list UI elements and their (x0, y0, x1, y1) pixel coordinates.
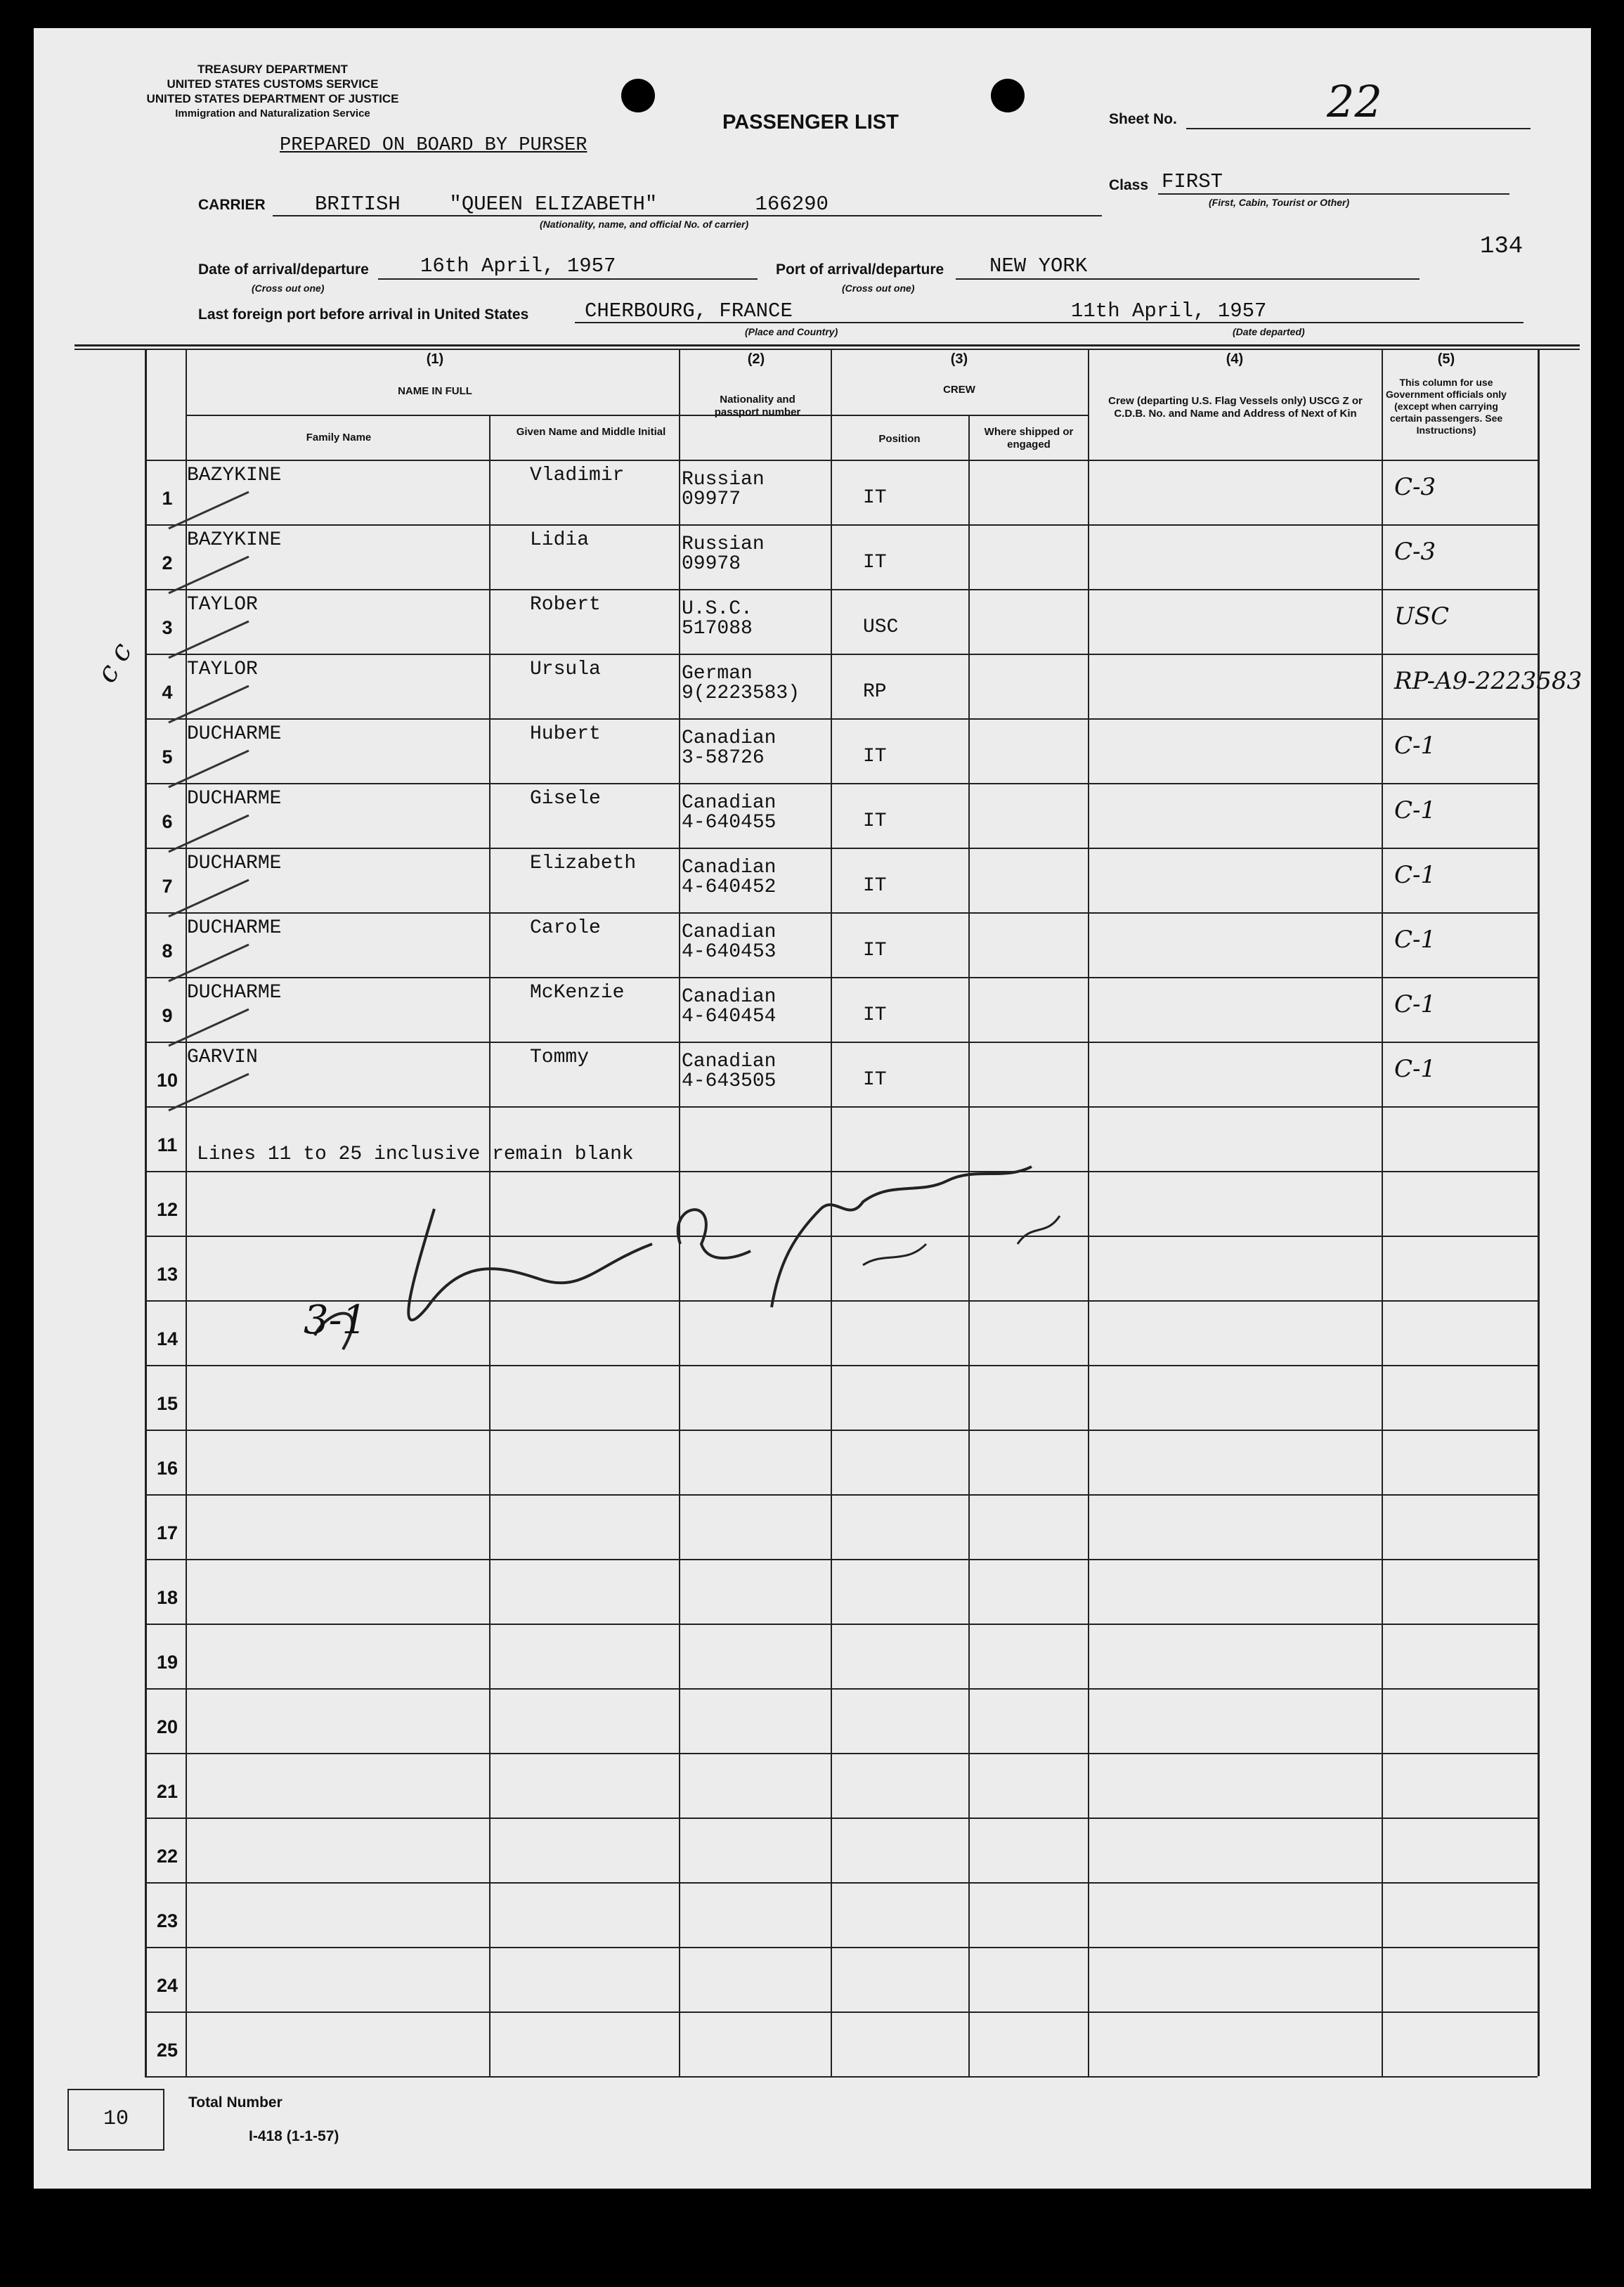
position-cell: IT (863, 746, 887, 767)
passport-cell: 4-640455 (682, 812, 777, 834)
total-label: Total Number (188, 2094, 282, 2111)
last-port-hint: (Place and Country) (745, 326, 838, 337)
where-header: Where shipped or engaged (984, 426, 1074, 451)
carrier-hint: (Nationality, name, and official No. of carrier) (540, 219, 749, 230)
class-label: Class (1109, 177, 1149, 193)
sheet-number: 22 (1327, 76, 1382, 127)
check-mark-icon (164, 874, 291, 924)
row-number: 13 (156, 1264, 178, 1285)
col3-number: (3) (950, 351, 968, 367)
carrier-value: BRITISH "QUEEN ELIZABETH" 166290 (315, 193, 829, 216)
subheader-rule (186, 415, 1088, 416)
side-number: 134 (1480, 233, 1524, 260)
check-mark-icon (164, 939, 291, 988)
row-rule (145, 1430, 1538, 1431)
signature-stroke (772, 1167, 1032, 1307)
class-value: FIRST (1162, 170, 1223, 193)
col4-number: (4) (1226, 351, 1244, 367)
row-number: 3 (162, 617, 173, 638)
given-name-header: Given Name and Middle Initial (516, 426, 666, 438)
given-name-cell: Carole (530, 917, 601, 939)
official-mark-cell: C-1 (1394, 732, 1436, 760)
row-rule (145, 912, 1538, 914)
signature-stroke (863, 1244, 926, 1265)
family-name-cell: DUCHARME (187, 982, 282, 1004)
header-bottom-rule (145, 460, 1538, 461)
agency-line: TREASURY DEPARTMENT (197, 63, 349, 76)
arrival-date-line (378, 278, 758, 280)
row-rule (145, 1042, 1538, 1043)
arrival-date-value: 16th April, 1957 (420, 254, 616, 278)
row-rule (145, 1106, 1538, 1108)
row-rule (145, 783, 1538, 784)
position-cell: IT (863, 1004, 887, 1026)
nationality-cell: Canadian (682, 857, 777, 879)
sheet-label: Sheet No. (1109, 111, 1177, 127)
given-name-cell: Hubert (530, 723, 601, 745)
given-name-cell: Lidia (530, 529, 590, 551)
row-number: 18 (156, 1587, 178, 1608)
check-mark-icon (164, 486, 291, 536)
last-port-value: CHERBOURG, FRANCE (585, 299, 793, 323)
punch-hole-left (621, 79, 655, 112)
agency-block (97, 62, 448, 121)
carrier-label: CARRIER (198, 197, 266, 213)
table-top-rule-2 (74, 349, 1580, 350)
row-rule (145, 1882, 1538, 1884)
family-name-cell: BAZYKINE (187, 465, 282, 486)
row-number: 25 (156, 2040, 178, 2061)
class-line (1158, 193, 1509, 195)
check-mark-icon (164, 680, 291, 730)
row-rule (145, 524, 1538, 526)
check-mark-icon (164, 810, 291, 859)
last-port-line (575, 322, 1524, 323)
official-mark-cell: C-1 (1394, 990, 1436, 1018)
row-rule (145, 654, 1538, 655)
row-number: 6 (162, 811, 173, 832)
official-mark-cell: RP-A9-2223583 (1394, 667, 1583, 695)
departed-hint: (Date departed) (1233, 326, 1305, 337)
position-cell: IT (863, 940, 887, 961)
row-rule (145, 1494, 1538, 1496)
nationality-cell: Canadian (682, 986, 777, 1008)
row-number: 12 (156, 1199, 178, 1220)
row-number: 15 (156, 1393, 178, 1414)
total-box (67, 2089, 164, 2151)
passport-cell: 09978 (682, 553, 741, 575)
nationality-cell: Canadian (682, 792, 777, 814)
arrival-port-label: Port of arrival/departure (776, 261, 944, 278)
row-rule (145, 1818, 1538, 1819)
col5-title: This column for use Government officials only (except when carrying certain passengers. See Instructions) (1386, 377, 1507, 436)
family-name-header: Family Name (306, 432, 372, 443)
row-rule (145, 977, 1538, 978)
arrival-date-label: Date of arrival/departure (198, 261, 369, 278)
row-number: 21 (156, 1781, 178, 1802)
col3-title: CREW (943, 384, 975, 396)
row-number: 22 (156, 1846, 178, 1867)
position-cell: IT (863, 810, 887, 832)
table-top-rule (74, 344, 1580, 346)
nationality-cell: Canadian (682, 921, 777, 943)
blank-lines-note: Lines 11 to 25 inclusive remain blank (197, 1144, 634, 1165)
agency-line: UNITED STATES DEPARTMENT OF JUSTICE (146, 92, 399, 105)
row-number: 17 (156, 1522, 178, 1543)
column-rule (1538, 349, 1540, 2076)
prepared-by: PREPARED ON BOARD BY PURSER (280, 135, 587, 156)
nationality-cell: Canadian (682, 1051, 777, 1073)
arrival-port-hint: (Cross out one) (842, 283, 915, 294)
row-number: 11 (157, 1134, 178, 1155)
form-number: I-418 (1-1-57) (249, 2128, 339, 2144)
check-mark-icon (164, 745, 291, 794)
family-name-cell: GARVIN (187, 1047, 258, 1068)
arrival-port-value: NEW YORK (989, 254, 1088, 278)
total-value: 10 (103, 2107, 129, 2131)
nationality-cell: Russian (682, 533, 765, 555)
row-number: 7 (162, 876, 173, 897)
family-name-cell: DUCHARME (187, 788, 282, 810)
family-name-cell: BAZYKINE (187, 529, 282, 551)
given-name-cell: McKenzie (530, 982, 625, 1004)
signature-stroke (678, 1210, 751, 1258)
position-cell: IT (863, 1069, 887, 1091)
row-number: 14 (156, 1328, 178, 1349)
given-name-cell: Tommy (530, 1047, 590, 1068)
family-name-cell: DUCHARME (187, 723, 282, 745)
given-name-cell: Ursula (530, 659, 601, 680)
row-rule (145, 718, 1538, 720)
row-number: 1 (162, 488, 173, 509)
official-mark-cell: C-3 (1394, 473, 1436, 501)
nationality-cell: German (682, 663, 753, 685)
passport-cell: 9(2223583) (682, 682, 800, 704)
sheet-line (1186, 128, 1531, 129)
row-rule (145, 2076, 1538, 2078)
row-number: 4 (162, 682, 173, 703)
row-rule (145, 1559, 1538, 1560)
arrival-port-line (956, 278, 1420, 280)
given-name-cell: Elizabeth (530, 853, 637, 874)
passport-cell: 09977 (682, 488, 741, 510)
family-name-cell: DUCHARME (187, 853, 282, 874)
row-rule (145, 2011, 1538, 2013)
col5-number: (5) (1437, 351, 1455, 367)
position-cell: IT (863, 875, 887, 897)
punch-hole-right (991, 79, 1025, 112)
agency-line: UNITED STATES CUSTOMS SERVICE (167, 77, 379, 91)
col2-number: (2) (747, 351, 765, 367)
row-number: 16 (156, 1458, 178, 1479)
arrival-date-hint: (Cross out one) (252, 283, 325, 294)
form-title: PASSENGER LIST (722, 111, 899, 134)
row-number: 9 (162, 1005, 173, 1026)
given-name-cell: Gisele (530, 788, 601, 810)
given-name-cell: Robert (530, 594, 601, 616)
position-cell: IT (863, 552, 887, 574)
position-cell: RP (863, 681, 887, 703)
col4-title: Crew (departing U.S. Flag Vessels only) USCG Z or C.D.B. No. and Name and Address of Next of Kin (1108, 395, 1363, 420)
row-rule (145, 1688, 1538, 1690)
row-rule (145, 848, 1538, 849)
position-cell: USC (863, 616, 899, 638)
last-port-label: Last foreign port before arrival in United States (198, 306, 529, 323)
passport-cell: 517088 (682, 618, 753, 640)
class-hint: (First, Cabin, Tourist or Other) (1209, 197, 1350, 208)
col1-title: NAME IN FULL (398, 385, 472, 397)
row-number: 23 (156, 1910, 178, 1931)
row-number: 8 (162, 940, 173, 961)
row-number: 19 (156, 1652, 178, 1673)
given-name-cell: Vladimir (530, 465, 625, 486)
handwritten-count: 3-1 (304, 1297, 368, 1343)
carrier-line (273, 215, 1102, 216)
official-mark-cell: C-1 (1394, 796, 1436, 824)
row-rule (145, 1624, 1538, 1625)
family-name-cell: TAYLOR (187, 659, 258, 680)
nationality-cell: Canadian (682, 727, 777, 749)
col1-number: (1) (426, 351, 444, 367)
passport-cell: 4-640454 (682, 1006, 777, 1028)
official-mark-cell: C-3 (1394, 538, 1436, 566)
family-name-cell: DUCHARME (187, 917, 282, 939)
row-number: 10 (156, 1070, 178, 1091)
official-mark-cell: USC (1394, 602, 1449, 630)
row-rule (145, 1365, 1538, 1366)
signature-stroke (1018, 1216, 1060, 1244)
margin-marks: c c (90, 637, 139, 689)
passport-cell: 4-640453 (682, 941, 777, 963)
check-mark-icon (164, 1004, 291, 1053)
official-mark-cell: C-1 (1394, 926, 1436, 954)
signature-scribbles (287, 1139, 1200, 1363)
document-page (34, 28, 1591, 2189)
departed-value: 11th April, 1957 (1071, 299, 1267, 323)
check-mark-icon (164, 616, 291, 665)
family-name-cell: TAYLOR (187, 594, 258, 616)
row-rule (145, 1947, 1538, 1948)
row-number: 20 (156, 1716, 178, 1737)
row-number: 24 (156, 1975, 178, 1996)
nationality-cell: Russian (682, 469, 765, 491)
passport-cell: 4-643505 (682, 1070, 777, 1092)
row-number: 5 (162, 746, 173, 767)
official-mark-cell: C-1 (1394, 1055, 1436, 1083)
passport-cell: 3-58726 (682, 747, 765, 769)
row-number: 2 (162, 552, 173, 574)
passport-cell: 4-640452 (682, 876, 777, 898)
agency-line: Immigration and Naturalization Service (175, 108, 370, 119)
position-header: Position (878, 433, 921, 445)
col2-title: Nationality and passport number (714, 394, 801, 418)
row-rule (145, 589, 1538, 590)
nationality-cell: U.S.C. (682, 598, 753, 620)
official-mark-cell: C-1 (1394, 861, 1436, 889)
check-mark-icon (164, 1068, 291, 1117)
row-rule (145, 1753, 1538, 1754)
check-mark-icon (164, 551, 291, 600)
position-cell: IT (863, 487, 887, 509)
